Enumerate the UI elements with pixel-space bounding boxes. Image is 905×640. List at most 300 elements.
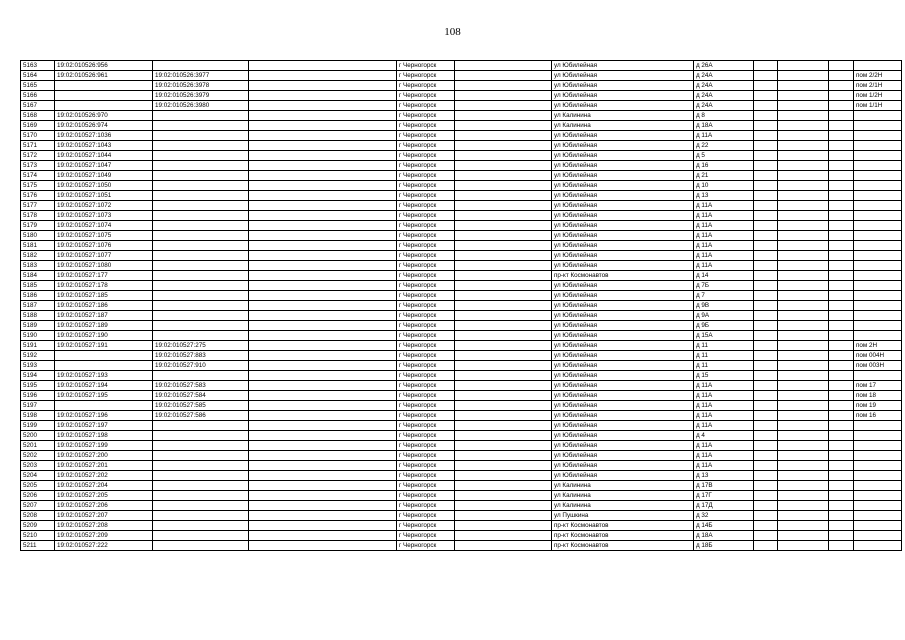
sub-cadastral-number-cell (153, 291, 249, 301)
empty-col-cell (829, 391, 854, 401)
empty-col-cell (754, 101, 778, 111)
city-cell: г Черногорск (397, 301, 455, 311)
street-cell: ул Юбилейная (552, 381, 694, 391)
empty-col-cell (829, 321, 854, 331)
street-cell: ул Юбилейная (552, 351, 694, 361)
empty-col-cell (829, 61, 854, 71)
house-cell: д 11А (694, 451, 754, 461)
empty-col-cell (829, 241, 854, 251)
empty-col-cell (249, 71, 397, 81)
cadastral-number-cell: 19:02:010527:1043 (55, 141, 153, 151)
cadastral-number-cell: 19:02:010526:970 (55, 111, 153, 121)
table-row (21, 311, 902, 321)
empty-col-cell (829, 101, 854, 111)
cadastral-number-cell: 19:02:010527:1049 (55, 171, 153, 181)
empty-col-cell (829, 161, 854, 171)
row-number-cell: 5189 (21, 321, 55, 331)
table-row (21, 281, 902, 291)
empty-col-cell (249, 171, 397, 181)
street-cell: ул Юбилейная (552, 441, 694, 451)
empty-col-cell (829, 151, 854, 161)
sub-cadastral-number-cell (153, 541, 249, 551)
row-number-cell: 5199 (21, 421, 55, 431)
empty-col-cell (778, 111, 829, 121)
city-cell: г Черногорск (397, 231, 455, 241)
cadastral-number-cell: 19:02:010527:178 (55, 281, 153, 291)
house-cell: д 21 (694, 171, 754, 181)
sub-cadastral-number-cell (153, 511, 249, 521)
empty-col-cell (778, 151, 829, 161)
premises-cell: пом 004Н (854, 351, 902, 361)
row-number-cell: 5163 (21, 61, 55, 71)
row-number-cell: 5165 (21, 81, 55, 91)
row-number-cell: 5167 (21, 101, 55, 111)
empty-col-cell (455, 421, 552, 431)
empty-col-cell (754, 451, 778, 461)
empty-col-cell (455, 251, 552, 261)
table-row (21, 351, 902, 361)
empty-col-cell (455, 341, 552, 351)
premises-cell (854, 441, 902, 451)
street-cell: ул Юбилейная (552, 241, 694, 251)
empty-col-cell (249, 111, 397, 121)
cadastral-number-cell: 19:02:010527:1074 (55, 221, 153, 231)
street-cell: ул Юбилейная (552, 361, 694, 371)
empty-col-cell (829, 461, 854, 471)
cadastral-number-cell: 19:02:010527:1075 (55, 231, 153, 241)
empty-col-cell (778, 461, 829, 471)
house-cell: д 11А (694, 411, 754, 421)
table-row (21, 181, 902, 191)
sub-cadastral-number-cell: 19:02:010527:584 (153, 391, 249, 401)
premises-cell (854, 321, 902, 331)
empty-col-cell (829, 541, 854, 551)
empty-col-cell (778, 101, 829, 111)
empty-col-cell (778, 381, 829, 391)
empty-col-cell (778, 61, 829, 71)
empty-col-cell (249, 141, 397, 151)
empty-col-cell (829, 451, 854, 461)
table-row (21, 331, 902, 341)
city-cell: г Черногорск (397, 91, 455, 101)
city-cell: г Черногорск (397, 361, 455, 371)
empty-col-cell (829, 181, 854, 191)
street-cell: ул Юбилейная (552, 201, 694, 211)
premises-cell (854, 271, 902, 281)
cadastral-number-cell (55, 81, 153, 91)
empty-col-cell (754, 211, 778, 221)
street-cell: ул Юбилейная (552, 181, 694, 191)
street-cell: ул Юбилейная (552, 211, 694, 221)
street-cell: ул Юбилейная (552, 191, 694, 201)
sub-cadastral-number-cell (153, 451, 249, 461)
table-row (21, 211, 902, 221)
premises-cell (854, 541, 902, 551)
empty-col-cell (455, 161, 552, 171)
row-number-cell: 5198 (21, 411, 55, 421)
cadastral-number-cell: 19:02:010527:205 (55, 491, 153, 501)
empty-col-cell (754, 351, 778, 361)
cadastral-number-cell: 19:02:010527:1073 (55, 211, 153, 221)
empty-col-cell (829, 131, 854, 141)
premises-cell (854, 151, 902, 161)
premises-cell (854, 111, 902, 121)
city-cell: г Черногорск (397, 161, 455, 171)
empty-col-cell (829, 71, 854, 81)
empty-col-cell (455, 201, 552, 211)
premises-cell: пом 2/1Н (854, 81, 902, 91)
empty-col-cell (829, 211, 854, 221)
table-row (21, 231, 902, 241)
city-cell: г Черногорск (397, 461, 455, 471)
house-cell: д 11А (694, 461, 754, 471)
empty-col-cell (829, 301, 854, 311)
empty-col-cell (754, 411, 778, 421)
empty-col-cell (829, 351, 854, 361)
premises-cell (854, 231, 902, 241)
empty-col-cell (455, 431, 552, 441)
sub-cadastral-number-cell (153, 311, 249, 321)
row-number-cell: 5178 (21, 211, 55, 221)
page-number: 108 (444, 26, 461, 38)
empty-col-cell (829, 81, 854, 91)
city-cell: г Черногорск (397, 511, 455, 521)
city-cell: г Черногорск (397, 521, 455, 531)
empty-col-cell (754, 251, 778, 261)
premises-cell (854, 511, 902, 521)
row-number-cell: 5191 (21, 341, 55, 351)
table-row (21, 321, 902, 331)
premises-cell (854, 251, 902, 261)
empty-col-cell (829, 111, 854, 121)
empty-col-cell (754, 481, 778, 491)
street-cell: ул Юбилейная (552, 431, 694, 441)
street-cell: ул Юбилейная (552, 471, 694, 481)
empty-col-cell (754, 531, 778, 541)
empty-col-cell (249, 541, 397, 551)
empty-col-cell (778, 71, 829, 81)
sub-cadastral-number-cell (153, 441, 249, 451)
premises-cell (854, 211, 902, 221)
street-cell: ул Юбилейная (552, 141, 694, 151)
empty-col-cell (455, 381, 552, 391)
street-cell: ул Юбилейная (552, 331, 694, 341)
street-cell: ул Юбилейная (552, 451, 694, 461)
premises-cell (854, 191, 902, 201)
empty-col-cell (754, 221, 778, 231)
empty-col-cell (829, 191, 854, 201)
row-number-cell: 5202 (21, 451, 55, 461)
empty-col-cell (455, 541, 552, 551)
empty-col-cell (778, 451, 829, 461)
empty-col-cell (249, 461, 397, 471)
empty-col-cell (455, 521, 552, 531)
table-row (21, 501, 902, 511)
row-number-cell: 5196 (21, 391, 55, 401)
sub-cadastral-number-cell (153, 191, 249, 201)
house-cell: д 18Б (694, 541, 754, 551)
table-row (21, 251, 902, 261)
table-row (21, 161, 902, 171)
street-cell: ул Калинина (552, 491, 694, 501)
premises-cell: пом 17 (854, 381, 902, 391)
city-cell: г Черногорск (397, 101, 455, 111)
city-cell: г Черногорск (397, 241, 455, 251)
cadastral-number-cell (55, 361, 153, 371)
empty-col-cell (455, 321, 552, 331)
row-number-cell: 5172 (21, 151, 55, 161)
empty-col-cell (778, 191, 829, 201)
empty-col-cell (455, 291, 552, 301)
empty-col-cell (455, 501, 552, 511)
table-row (21, 81, 902, 91)
empty-col-cell (829, 441, 854, 451)
empty-col-cell (249, 351, 397, 361)
sub-cadastral-number-cell (153, 301, 249, 311)
empty-col-cell (249, 331, 397, 341)
empty-col-cell (778, 521, 829, 531)
house-cell: д 11А (694, 381, 754, 391)
sub-cadastral-number-cell: 19:02:010527:910 (153, 361, 249, 371)
row-number-cell: 5187 (21, 301, 55, 311)
city-cell: г Черногорск (397, 61, 455, 71)
empty-col-cell (455, 531, 552, 541)
empty-col-cell (778, 321, 829, 331)
premises-cell (854, 181, 902, 191)
premises-cell: пом 2Н (854, 341, 902, 351)
street-cell: ул Юбилейная (552, 171, 694, 181)
empty-col-cell (455, 91, 552, 101)
empty-col-cell (455, 451, 552, 461)
empty-col-cell (249, 291, 397, 301)
empty-col-cell (778, 161, 829, 171)
house-cell: д 14Б (694, 521, 754, 531)
empty-col-cell (829, 371, 854, 381)
table-row (21, 171, 902, 181)
cadastral-number-cell: 19:02:010527:1076 (55, 241, 153, 251)
row-number-cell: 5195 (21, 381, 55, 391)
street-cell: ул Пушкина (552, 511, 694, 521)
sub-cadastral-number-cell (153, 141, 249, 151)
empty-col-cell (754, 281, 778, 291)
house-cell: д 18А (694, 531, 754, 541)
empty-col-cell (829, 201, 854, 211)
empty-col-cell (249, 261, 397, 271)
table-row (21, 111, 902, 121)
premises-cell (854, 291, 902, 301)
sub-cadastral-number-cell (153, 121, 249, 131)
table-row (21, 71, 902, 81)
sub-cadastral-number-cell (153, 241, 249, 251)
row-number-cell: 5173 (21, 161, 55, 171)
empty-col-cell (778, 311, 829, 321)
empty-col-cell (455, 361, 552, 371)
empty-col-cell (249, 181, 397, 191)
premises-cell (854, 281, 902, 291)
city-cell: г Черногорск (397, 491, 455, 501)
house-cell: д 11А (694, 251, 754, 261)
city-cell: г Черногорск (397, 441, 455, 451)
empty-col-cell (754, 391, 778, 401)
empty-col-cell (754, 361, 778, 371)
house-cell: д 7 (694, 291, 754, 301)
row-number-cell: 5179 (21, 221, 55, 231)
street-cell: ул Юбилейная (552, 131, 694, 141)
row-number-cell: 5197 (21, 401, 55, 411)
empty-col-cell (778, 491, 829, 501)
city-cell: г Черногорск (397, 531, 455, 541)
sub-cadastral-number-cell (153, 281, 249, 291)
house-cell: д 14 (694, 271, 754, 281)
empty-col-cell (249, 251, 397, 261)
cadastral-number-cell (55, 91, 153, 101)
empty-col-cell (455, 111, 552, 121)
city-cell: г Черногорск (397, 371, 455, 381)
empty-col-cell (754, 171, 778, 181)
empty-col-cell (249, 381, 397, 391)
house-cell: д 17Г (694, 491, 754, 501)
street-cell: пр-кт Космонавтов (552, 271, 694, 281)
row-number-cell: 5184 (21, 271, 55, 281)
empty-col-cell (455, 141, 552, 151)
premises-cell (854, 451, 902, 461)
house-cell: д 8 (694, 111, 754, 121)
house-cell: д 24А (694, 71, 754, 81)
city-cell: г Черногорск (397, 431, 455, 441)
empty-col-cell (249, 161, 397, 171)
empty-col-cell (754, 261, 778, 271)
city-cell: г Черногорск (397, 191, 455, 201)
empty-col-cell (455, 311, 552, 321)
table-row (21, 451, 902, 461)
row-number-cell: 5170 (21, 131, 55, 141)
cadastral-number-cell: 19:02:010527:202 (55, 471, 153, 481)
sub-cadastral-number-cell (153, 371, 249, 381)
city-cell: г Черногорск (397, 291, 455, 301)
street-cell: пр-кт Космонавтов (552, 521, 694, 531)
city-cell: г Черногорск (397, 401, 455, 411)
premises-cell (854, 421, 902, 431)
empty-col-cell (455, 61, 552, 71)
empty-col-cell (829, 471, 854, 481)
empty-col-cell (754, 131, 778, 141)
empty-col-cell (249, 471, 397, 481)
empty-col-cell (455, 241, 552, 251)
house-cell: д 11А (694, 421, 754, 431)
city-cell: г Черногорск (397, 151, 455, 161)
house-cell: д 13 (694, 471, 754, 481)
empty-col-cell (778, 421, 829, 431)
empty-col-cell (455, 261, 552, 271)
street-cell: ул Юбилейная (552, 391, 694, 401)
empty-col-cell (455, 191, 552, 201)
premises-cell (854, 471, 902, 481)
empty-col-cell (778, 91, 829, 101)
cadastral-number-cell: 19:02:010527:189 (55, 321, 153, 331)
house-cell: д 9В (694, 301, 754, 311)
sub-cadastral-number-cell (153, 461, 249, 471)
empty-col-cell (249, 131, 397, 141)
empty-col-cell (829, 501, 854, 511)
premises-cell (854, 171, 902, 181)
sub-cadastral-number-cell (153, 531, 249, 541)
cadastral-number-cell: 19:02:010527:208 (55, 521, 153, 531)
row-number-cell: 5194 (21, 371, 55, 381)
premises-cell: пом 2/2Н (854, 71, 902, 81)
empty-col-cell (249, 421, 397, 431)
empty-col-cell (754, 231, 778, 241)
sub-cadastral-number-cell (153, 151, 249, 161)
empty-col-cell (249, 61, 397, 71)
cadastral-number-cell: 19:02:010527:1047 (55, 161, 153, 171)
empty-col-cell (754, 421, 778, 431)
empty-col-cell (778, 441, 829, 451)
cadastral-number-cell: 19:02:010527:187 (55, 311, 153, 321)
empty-col-cell (829, 91, 854, 101)
premises-cell (854, 121, 902, 131)
street-cell: ул Юбилейная (552, 61, 694, 71)
row-number-cell: 5211 (21, 541, 55, 551)
city-cell: г Черногорск (397, 261, 455, 271)
empty-col-cell (249, 431, 397, 441)
empty-col-cell (754, 151, 778, 161)
empty-col-cell (778, 351, 829, 361)
sub-cadastral-number-cell: 19:02:010526:3977 (153, 71, 249, 81)
city-cell: г Черногорск (397, 321, 455, 331)
sub-cadastral-number-cell (153, 231, 249, 241)
city-cell: г Черногорск (397, 341, 455, 351)
empty-col-cell (249, 441, 397, 451)
house-cell: д 11А (694, 441, 754, 451)
sub-cadastral-number-cell: 19:02:010526:3978 (153, 81, 249, 91)
empty-col-cell (754, 181, 778, 191)
premises-cell (854, 461, 902, 471)
empty-col-cell (829, 521, 854, 531)
empty-col-cell (249, 501, 397, 511)
sub-cadastral-number-cell (153, 331, 249, 341)
table-row (21, 481, 902, 491)
empty-col-cell (778, 471, 829, 481)
cadastral-number-cell: 19:02:010526:961 (55, 71, 153, 81)
sub-cadastral-number-cell (153, 321, 249, 331)
empty-col-cell (778, 181, 829, 191)
empty-col-cell (455, 371, 552, 381)
premises-cell (854, 301, 902, 311)
empty-col-cell (754, 511, 778, 521)
street-cell: ул Юбилейная (552, 341, 694, 351)
empty-col-cell (249, 401, 397, 411)
empty-col-cell (829, 331, 854, 341)
house-cell: д 18А (694, 121, 754, 131)
house-cell: д 16 (694, 161, 754, 171)
city-cell: г Черногорск (397, 381, 455, 391)
cadastral-number-cell: 19:02:010527:1044 (55, 151, 153, 161)
empty-col-cell (249, 391, 397, 401)
empty-col-cell (778, 301, 829, 311)
house-cell: д 17Д (694, 501, 754, 511)
house-cell: д 5 (694, 151, 754, 161)
city-cell: г Черногорск (397, 71, 455, 81)
empty-col-cell (455, 301, 552, 311)
sub-cadastral-number-cell (153, 521, 249, 531)
premises-cell (854, 501, 902, 511)
street-cell: ул Юбилейная (552, 311, 694, 321)
empty-col-cell (829, 481, 854, 491)
empty-col-cell (754, 381, 778, 391)
city-cell: г Черногорск (397, 111, 455, 121)
empty-col-cell (754, 461, 778, 471)
table-row (21, 471, 902, 481)
